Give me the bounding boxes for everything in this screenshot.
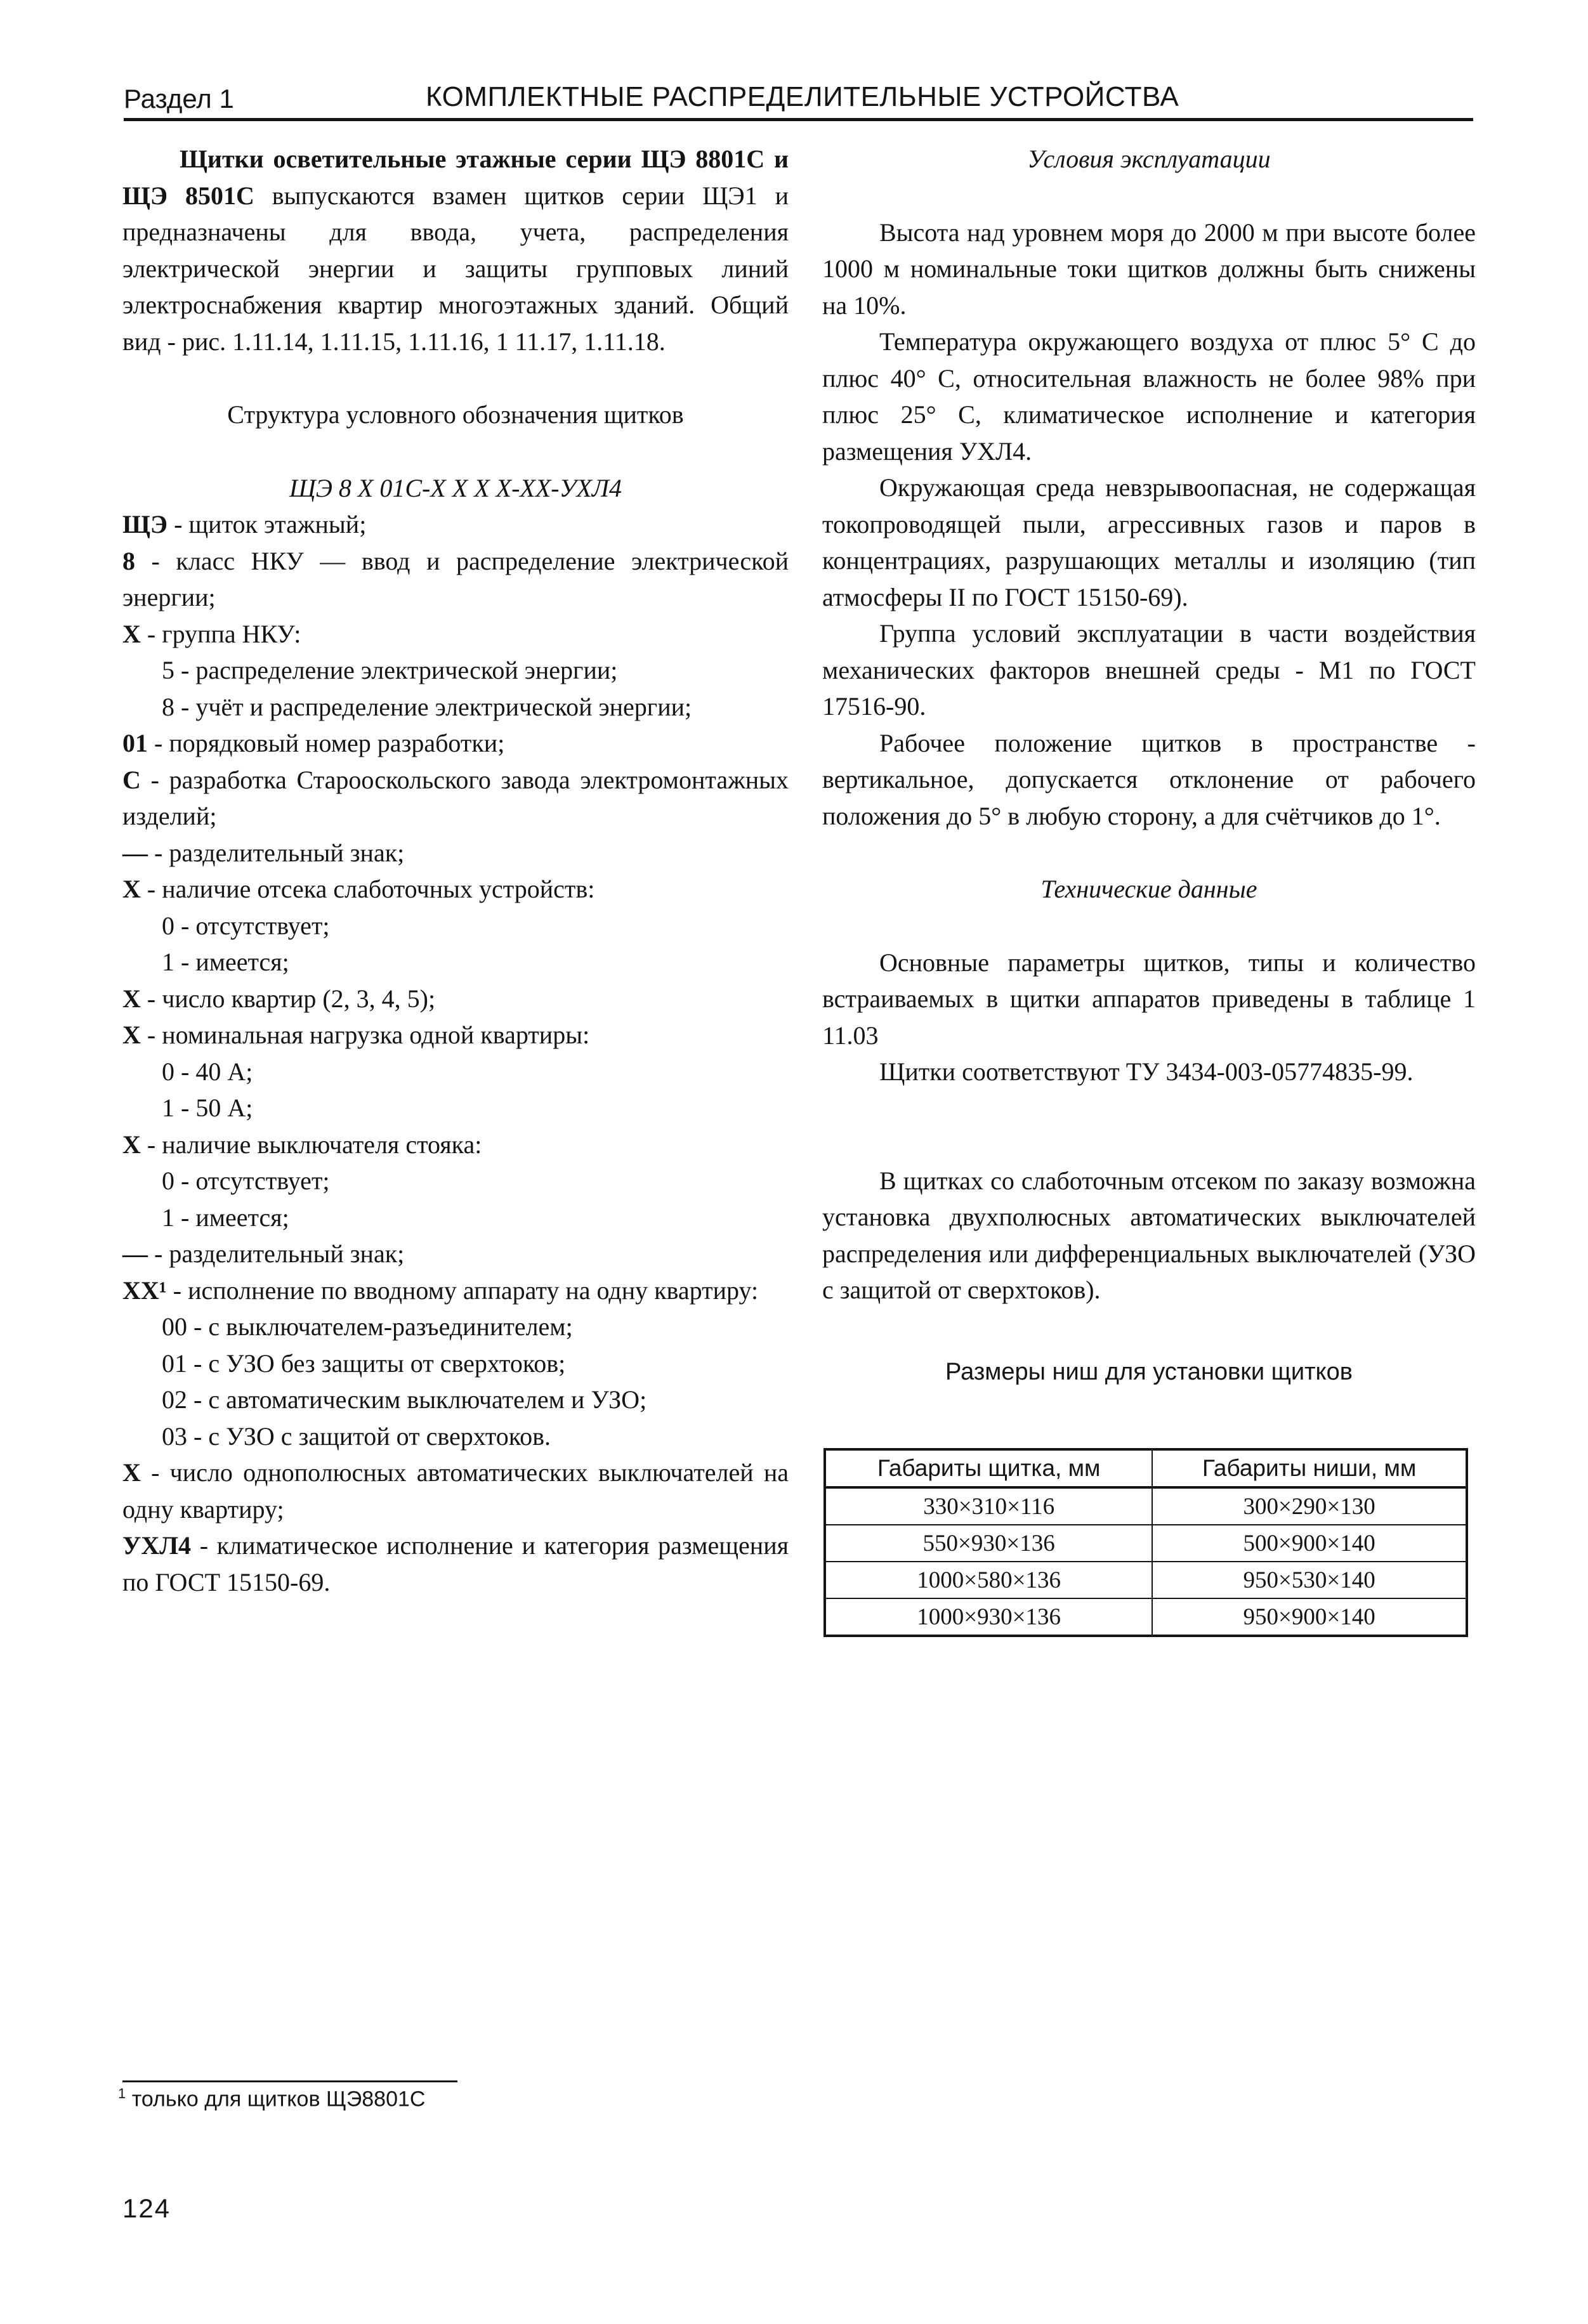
- designation-item-text: - щиток этажный;: [167, 510, 367, 539]
- structure-title: Структура условного обозначения щитков: [227, 400, 684, 429]
- designation-item: [122, 1017, 789, 1054]
- footnote-mark: 1: [118, 2086, 126, 2101]
- designation-item: [122, 543, 789, 616]
- designation-item: [122, 981, 789, 1017]
- table-cell: 500×900×140: [1152, 1525, 1467, 1562]
- section-title: КОМПЛЕКТНЫЕ РАСПРЕДЕЛИТЕЛЬНЫЕ УСТРОЙСТВА: [426, 81, 1179, 112]
- table-row: [825, 1562, 1467, 1598]
- designation-item: [122, 1236, 789, 1272]
- table-cell: 950×900×140: [1152, 1598, 1467, 1636]
- designation-item: [122, 762, 789, 835]
- designation-item-key: —: [122, 838, 148, 867]
- designation-item-key: 01: [122, 729, 148, 757]
- designation-item-text: 01 - с УЗО без защиты от сверхтоков;: [162, 1348, 566, 1378]
- designation-item: [122, 944, 789, 981]
- designation-item: [122, 835, 789, 872]
- designation-item-text: 5 - распределение электрической энергии;: [162, 656, 618, 684]
- intro-text: выпускаются взамен щитков серии ЩЭ1 и предназначены для ввода, учета, распределения электрической энергии и защиты групповых линий электроснабжения квартир многоэтажных зданий. Общий вид - рис. 1.11.14, 1.11.15, 1.11.16, 1 11.17, 1.11.18.: [122, 181, 789, 356]
- designation-item-key: УХЛ4: [122, 1531, 192, 1560]
- designation-item-text: 0 - 40 А;: [162, 1057, 253, 1086]
- table-cell: 1000×930×136: [825, 1598, 1152, 1636]
- designation-item: [122, 1199, 789, 1236]
- designation-item-key: X: [122, 984, 141, 1013]
- condition-paragraph: Окружающая среда невзрывоопасная, не содержащая токопроводящей пыли, агрессивных газов и паров в концентрациях, разрушающих металлы и изоляцию (тип атмосферы II по ГОСТ 15150-69).: [822, 473, 1476, 611]
- table-title: Размеры ниш для установки щитков: [945, 1358, 1353, 1385]
- designation-item-text: - наличие отсека слаботочных устройств:: [140, 875, 595, 903]
- designation-item: [122, 652, 789, 689]
- condition-paragraph: Температура окружающего воздуха от плюс 5° С до плюс 40° С, относительная влажность не более 98% при плюс 25° С, климатическое исполнение и категория размещения УХЛ4.: [822, 327, 1476, 466]
- condition-paragraph: Группа условий эксплуатации в части воздействия механических факторов внешней среды - М1 по ГОСТ 17516-90.: [822, 619, 1476, 721]
- designation-item: [122, 1054, 789, 1090]
- designation-item-text: - номинальная нагрузка одной квартиры:: [140, 1021, 590, 1049]
- conditions-title: Условия эксплуатации: [1027, 145, 1271, 173]
- designation-item: [122, 725, 789, 762]
- designation-item-text: - класс НКУ — ввод и распределение электрической энергии;: [122, 546, 789, 611]
- designation-item: [122, 908, 789, 944]
- designation-item-text: 1 - имеется;: [162, 948, 289, 976]
- designation-item: [122, 1126, 789, 1163]
- designation-item-text: - разработка Старооскольского завода электромонтажных изделий;: [122, 765, 789, 830]
- designation-item-key: X: [122, 875, 141, 903]
- designation-item-key: 8: [122, 546, 135, 575]
- intro-bold: Щитки осветительные этажные серии ЩЭ 8801С и ЩЭ 8501С: [122, 145, 789, 210]
- designation-item: [122, 1163, 789, 1199]
- designation-item-text: - группа НКУ:: [140, 619, 301, 648]
- designation-item-text: 03 - с УЗО с защитой от сверхтоков.: [162, 1421, 551, 1451]
- designation-item: [122, 616, 789, 653]
- designation-item-text: - число квартир (2, 3, 4, 5);: [140, 984, 436, 1013]
- designation-item-text: 00 - с выключателем-разъединителем;: [162, 1312, 573, 1341]
- designation-item: [122, 871, 789, 908]
- designation-item-text: 8 - учёт и распределение электрической энергии;: [162, 692, 692, 721]
- table-header-cell: Габариты щитка, мм: [825, 1449, 1152, 1487]
- designation-item-text: - наличие выключателя стояка:: [140, 1130, 482, 1159]
- table-cell: 950×530×140: [1152, 1562, 1467, 1598]
- designation-item: [122, 1309, 789, 1345]
- left-column: [122, 141, 789, 1600]
- designation-item-text: - число однополюсных автоматических выключателей на одну квартиру;: [122, 1458, 789, 1524]
- condition-paragraph: Высота над уровнем моря до 2000 м при высоте более 1000 м номинальные токи щитков должны быть снижены на 10%.: [822, 218, 1476, 320]
- designation-item-key: X: [122, 1458, 141, 1487]
- condition-paragraph: Рабочее положение щитков в пространстве - вертикальное, допускается отклонение от рабочего положения до 5° в любую сторону, а для счётчиков до 1°.: [822, 728, 1476, 830]
- designation-item-key: С: [122, 765, 141, 794]
- header-rule: [124, 118, 1473, 121]
- table-row: [825, 1598, 1467, 1636]
- designation-item-text: - разделительный знак;: [148, 838, 405, 867]
- designation-item-key: —: [122, 1239, 148, 1268]
- table-header-cell: Габариты ниши, мм: [1152, 1449, 1467, 1487]
- intro-paragraph: [122, 141, 789, 360]
- designation-item-text: - климатическое исполнение и категория размещения по ГОСТ 15150-69.: [122, 1531, 789, 1596]
- designation-item: [122, 1272, 789, 1309]
- table-header-row: [825, 1449, 1467, 1487]
- designation-items: [122, 506, 789, 1600]
- designation-item: [122, 689, 789, 726]
- tech-paragraph: Щитки соответствуют ТУ 3434-003-05774835-99.: [879, 1057, 1414, 1086]
- table-cell: 1000×580×136: [825, 1562, 1152, 1598]
- table-cell: 300×290×130: [1152, 1487, 1467, 1525]
- table-row: [825, 1525, 1467, 1562]
- footnote-rule: [122, 2080, 457, 2082]
- page-number: 124: [122, 2193, 171, 2223]
- designation-item-key: XX¹: [122, 1276, 167, 1305]
- designation-item-text: 02 - с автоматическим выключателем и УЗО;: [162, 1385, 647, 1414]
- designation-item-key: ЩЭ: [122, 510, 168, 539]
- niche-dimensions-table: [824, 1448, 1468, 1637]
- table-row: [825, 1487, 1467, 1525]
- designation-item-key: X: [122, 619, 141, 648]
- tech-title: Технические данные: [1040, 875, 1257, 903]
- designation-item-key: X: [122, 1130, 141, 1159]
- designation-code: ЩЭ 8 X 01С-X X X X-XX-УХЛ4: [289, 473, 622, 502]
- table-cell: 550×930×136: [825, 1525, 1152, 1562]
- section-label: Раздел 1: [124, 84, 234, 114]
- designation-item-text: - порядковый номер разработки;: [148, 729, 505, 757]
- designation-item-text: - исполнение по вводному аппарату на одну квартиру:: [166, 1276, 759, 1305]
- designation-item-text: 0 - отсутствует;: [162, 911, 330, 940]
- footnote-text: только для щитков ЩЭ8801С: [126, 2087, 426, 2112]
- table-cell: 330×310×116: [825, 1487, 1152, 1525]
- designation-item-text: 1 - имеется;: [162, 1203, 289, 1232]
- page-header: [124, 81, 1472, 121]
- lowcurrent-paragraph: В щитках со слаботочным отсеком по заказу возможна установка двухполюсных автоматических выключателей распределения или дифференциальных выключателей (УЗО с защитой от сверхтоков).: [822, 1166, 1476, 1304]
- designation-item-text: - разделительный знак;: [148, 1239, 405, 1268]
- designation-item: [122, 1418, 789, 1455]
- right-column: [822, 141, 1476, 1390]
- designation-item: [122, 1527, 789, 1600]
- designation-item: [122, 1345, 789, 1382]
- designation-item: [122, 1454, 789, 1527]
- designation-item: [122, 506, 789, 543]
- footnote: [118, 2086, 425, 2112]
- designation-item: [122, 1381, 789, 1418]
- designation-item-key: X: [122, 1021, 141, 1049]
- designation-item: [122, 1090, 789, 1126]
- designation-item-text: 0 - отсутствует;: [162, 1166, 330, 1195]
- tech-paragraph: Основные параметры щитков, типы и количество встраиваемых в щитки аппаратов приведены в таблице 1 11.03: [822, 948, 1476, 1050]
- designation-item-text: 1 - 50 А;: [162, 1093, 253, 1122]
